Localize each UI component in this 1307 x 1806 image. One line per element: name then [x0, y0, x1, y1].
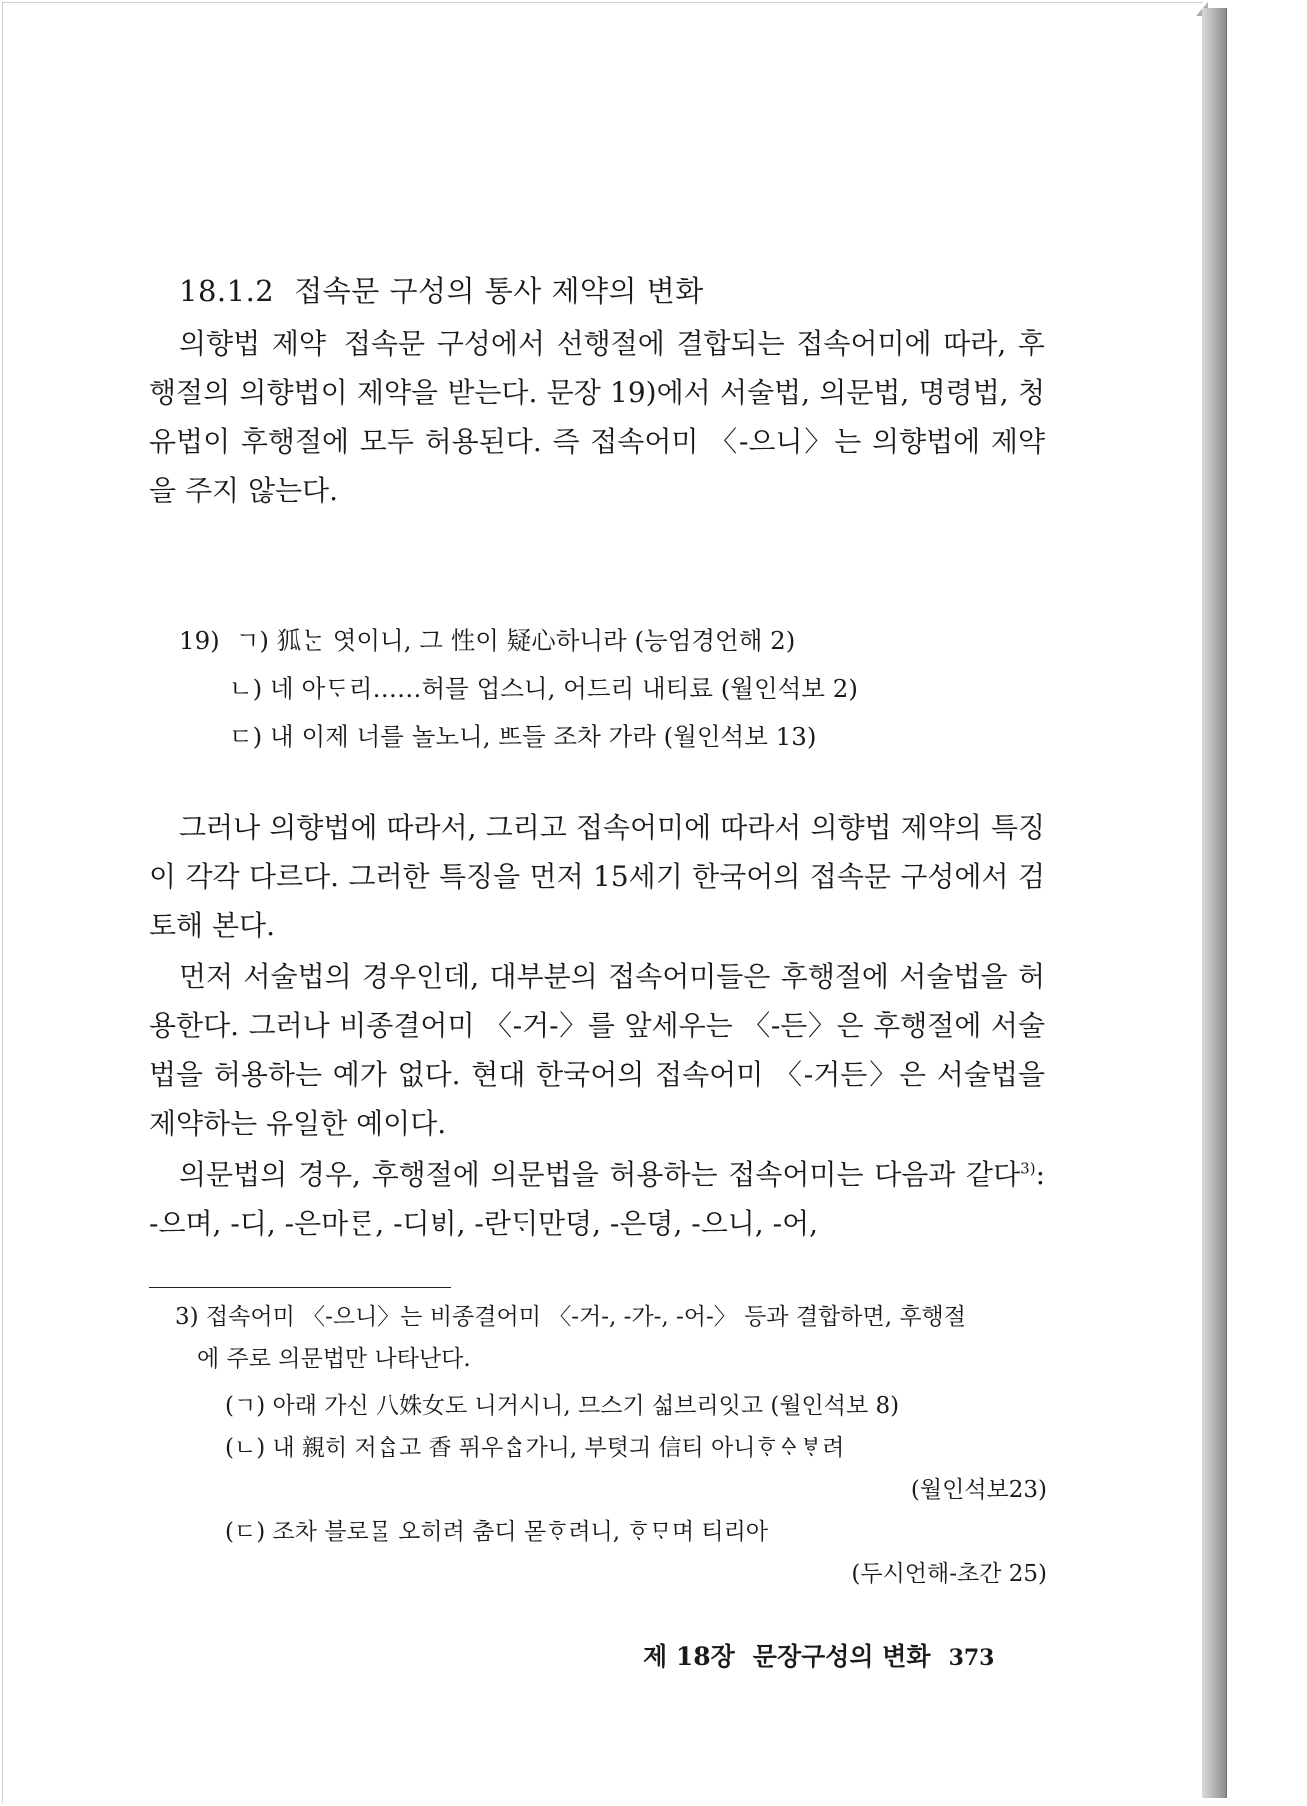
paragraph-text-continued: : -으며, -디, -은마ᄅᆞᆫ, -디ᄫᅵ, -란ᄃᆡ만뎡, -은뎡, -으니, -어,: [149, 1158, 1045, 1240]
paragraph-mood-constraint: [149, 319, 1045, 515]
footer-title: 문장구성의 변화: [752, 1642, 931, 1671]
footnote-3: [175, 1296, 1047, 1380]
footnote-divider: [149, 1287, 451, 1288]
paragraph-interrogative: [149, 1150, 1045, 1248]
footnote-example: (ㄷ) 조차 블로ᄆᆞᆯ 오히려 춤디 몯ᄒᆞ려니, ᄒᆞᄆᆞ며 티리아: [225, 1519, 769, 1545]
section-title: 접속문 구성의 통사 제약의 변화: [294, 274, 704, 308]
paragraph-text: 의문법의 경우, 후행절에 의문법을 허용하는 접속어미는 다음과 같다: [179, 1158, 1021, 1191]
book-page: [2, 2, 1203, 1803]
example-text: ㄱ) 狐ᄂᆞᆫ 엿이니, 그 性이 疑心하니라 (능엄경언해 2): [235, 626, 796, 655]
example-item: [179, 713, 858, 761]
example-block-19: [179, 617, 858, 761]
example-item: [179, 617, 858, 665]
paragraph-label: 의향법 제약: [179, 327, 326, 360]
paragraph-text: 먼저 서술법의 경우인데, 대부분의 접속어미들은 후행절에 서술법을 허용한다. 그러나 비종결어미 〈-거-〉를 앞세우는 〈-든〉은 후행절에 서술법을 허용하는 예가 없다. 현대 한국어의 접속어미 〈-거든〉은 서술법을 제약하는 유일한 예이다.: [149, 960, 1045, 1140]
footnote-text: 에 주로 의문법만 나타난다.: [197, 1346, 471, 1372]
footnote-text: 접속어미 〈-으니〉는 비종결어미 〈-거-, -가-, -어-〉 등과 결합하면, 후행절: [205, 1304, 966, 1330]
section-number: 18.1.2: [179, 274, 275, 308]
running-footer: [643, 1637, 995, 1673]
paragraph-however: [149, 803, 1045, 950]
example-number: 19): [179, 626, 220, 655]
paragraph-text: 그러나 의향법에 따라서, 그리고 접속어미에 따라서 의향법 제약의 특징이 각각 다르다. 그러한 특징을 먼저 15세기 한국어의 접속문 구성에서 검토해 본다.: [149, 811, 1045, 942]
footer-chapter: 제 18장: [643, 1642, 735, 1671]
footnote-reference[interactable]: 3): [1020, 1159, 1036, 1178]
section-heading: [179, 269, 704, 310]
footnote-number: 3): [175, 1304, 199, 1330]
paragraph-declarative: [149, 952, 1045, 1148]
book-page-edge: [1202, 8, 1227, 1798]
footnote-examples: [225, 1385, 1047, 1595]
footnote-example-source: (월인석보23): [910, 1477, 1047, 1503]
footnote-example: (ㄴ) 내 親히 저ᅀᆞᆸ고 香 퓌우ᅀᆞᆸ가니, 부텻긔 信티 아니ᄒᆞᅀᆞᄫᆞ려: [225, 1435, 845, 1461]
example-text: ㄷ) 내 이제 너를 놀노니, ᄠᅳ들 조차 가라 (월인석보 13): [229, 722, 817, 751]
page-number: 373: [948, 1645, 995, 1671]
footnote-example: (ㄱ) 아래 가신 八姝女도 니거시니, 므스기 섧브리잇고 (월인석보 8): [225, 1393, 900, 1419]
example-item: [179, 665, 858, 713]
footnote-example-source: (두시언해-초간 25): [851, 1561, 1047, 1587]
example-text: ㄴ) 네 아ᄃᆞ리……허믈 업스니, 어드리 내티료 (월인석보 2): [229, 674, 858, 703]
paragraph-text: 접속문 구성에서 선행절에 결합되는 접속어미에 따라, 후행절의 의향법이 제약을 받는다. 문장 19)에서 서술법, 의문법, 명령법, 청유법이 후행절에 모두 허용된다. 즉 접속어미 〈-으니〉는 의향법에 제약을 주지 않는다.: [149, 327, 1045, 507]
